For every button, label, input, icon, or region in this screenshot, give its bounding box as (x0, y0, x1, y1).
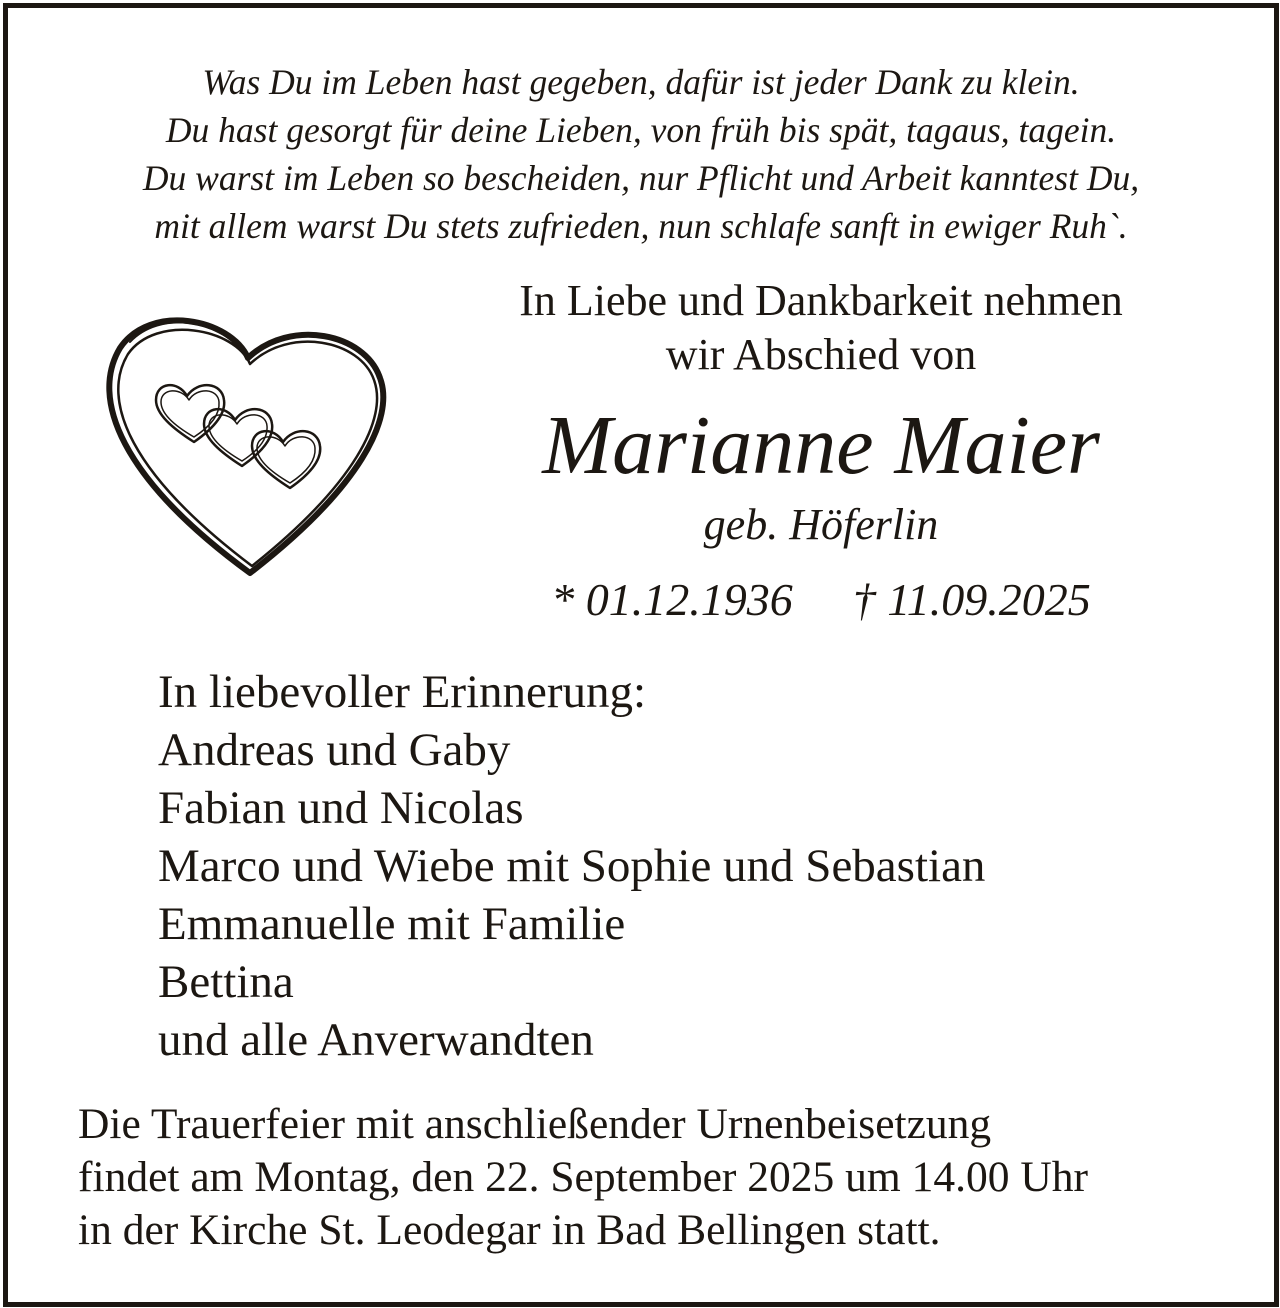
birth-date: * 01.12.1936 (551, 574, 793, 625)
farewell-intro (388, 274, 1254, 382)
mourners-heading: In liebevoller Erinnerung: (158, 666, 647, 718)
death-date: † 11.09.2025 (852, 574, 1091, 625)
deceased-name: Marianne Maier (542, 399, 1100, 492)
service-line: in der Kirche St. Leodegar in Bad Bellingen statt. (78, 1206, 941, 1254)
intro-line: wir Abschied von (665, 330, 977, 379)
mourner-name: Fabian und Nicolas (158, 782, 524, 834)
obituary-frame (3, 3, 1279, 1307)
poem-line: Du warst im Leben so bescheiden, nur Pflicht und Arbeit kanntest Du, (142, 158, 1140, 198)
mourner-name: Andreas und Gaby (158, 724, 511, 776)
mourner-name: und alle Anverwandten (158, 1014, 594, 1066)
poem-line: Was Du im Leben hast gegeben, dafür ist jeder Dank zu klein. (202, 62, 1080, 102)
life-dates (388, 570, 1254, 630)
service-line: Die Trauerfeier mit anschließender Urnenbeisetzung (78, 1100, 992, 1148)
birth-name: geb. Höferlin (703, 500, 939, 549)
poem (8, 58, 1274, 250)
intro-line: In Liebe und Dankbarkeit nehmen (519, 276, 1123, 325)
mourner-name: Bettina (158, 956, 294, 1008)
poem-line: Du hast gesorgt für deine Lieben, von früh bis spät, tagaus, tagein. (165, 110, 1117, 150)
poem-line: mit allem warst Du stets zufrieden, nun schlafe sanft in ewiger Ruh`. (154, 206, 1128, 246)
service-info (78, 1098, 1258, 1257)
mourner-name: Emmanuelle mit Familie (158, 898, 626, 950)
mourner-name: Marco und Wiebe mit Sophie und Sebastian (158, 840, 986, 892)
heart-with-three-small-hearts-icon (90, 308, 400, 598)
mourners-list (158, 663, 1238, 1069)
service-line: findet am Montag, den 22. September 2025 um 14.00 Uhr (78, 1153, 1088, 1201)
